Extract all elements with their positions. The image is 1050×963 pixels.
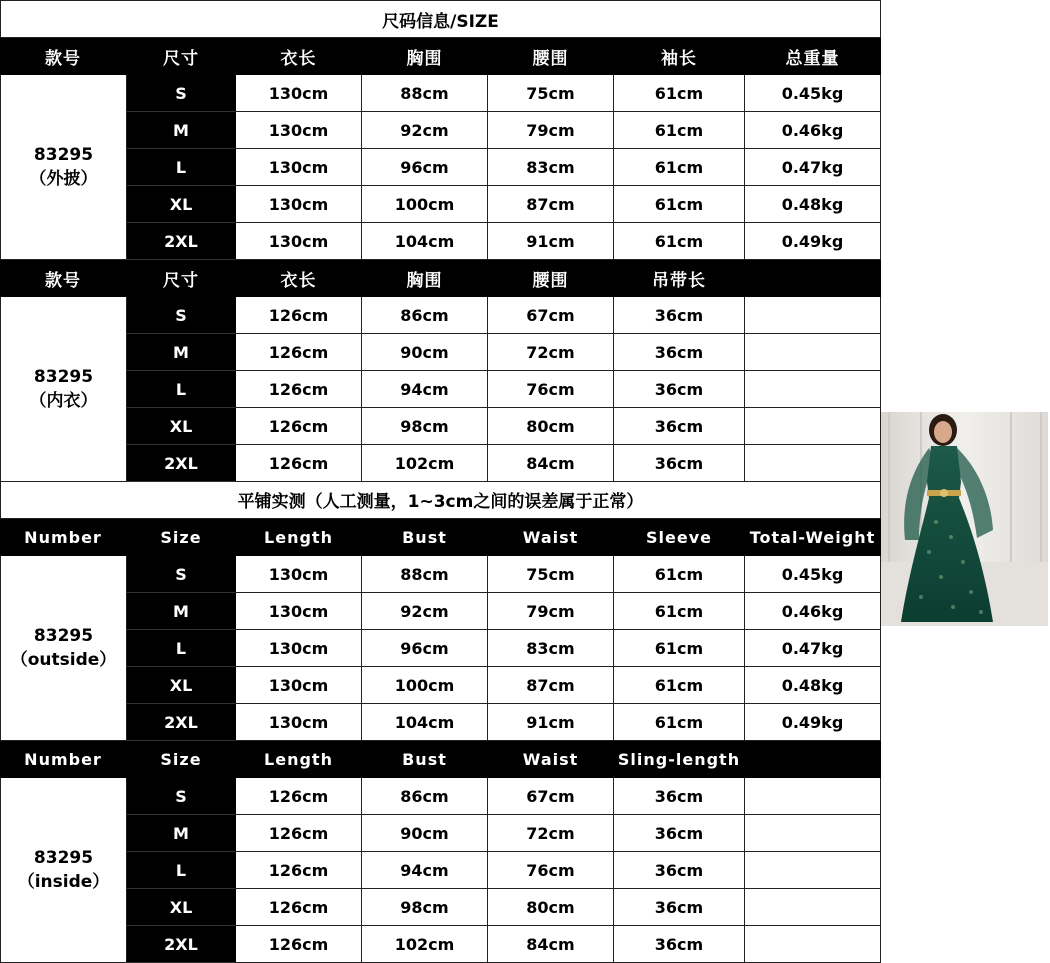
measurement-value: 130cm <box>236 556 362 593</box>
measurement-value: 67cm <box>488 778 614 815</box>
measurement-value: 61cm <box>614 112 745 149</box>
table-row <box>127 593 881 630</box>
measurement-value <box>745 778 881 815</box>
size-label: S <box>127 556 236 593</box>
measurement-value: 61cm <box>614 593 745 630</box>
column-header: 款号 <box>0 38 127 75</box>
measurement-value: 36cm <box>614 889 745 926</box>
column-header: Number <box>0 519 127 556</box>
measurement-value: 36cm <box>614 445 745 482</box>
table-row <box>127 112 881 149</box>
column-header: 胸围 <box>362 260 488 297</box>
measurement-value: 94cm <box>362 852 488 889</box>
table-row <box>127 297 881 334</box>
measurement-value: 88cm <box>362 556 488 593</box>
measurement-value: 126cm <box>236 926 362 963</box>
measurement-value: 100cm <box>362 186 488 223</box>
measurement-value <box>745 334 881 371</box>
style-number-cell <box>0 556 127 741</box>
measurement-value: 96cm <box>362 149 488 186</box>
table-row <box>127 852 881 889</box>
measurement-value: 90cm <box>362 815 488 852</box>
table-row <box>127 667 881 704</box>
size-label: XL <box>127 408 236 445</box>
measure-note-row <box>0 481 881 519</box>
column-header <box>745 741 881 778</box>
measurement-value: 126cm <box>236 445 362 482</box>
measurement-value <box>745 297 881 334</box>
measurement-value: 100cm <box>362 667 488 704</box>
product-photo <box>881 412 1048 626</box>
column-header: 尺寸 <box>127 260 236 297</box>
measurement-value: 61cm <box>614 186 745 223</box>
measurement-value: 0.48kg <box>745 667 881 704</box>
size-label: XL <box>127 667 236 704</box>
column-header: Sleeve <box>614 519 745 556</box>
measurement-value: 61cm <box>614 149 745 186</box>
style-number-cell <box>0 75 127 260</box>
measurement-value: 102cm <box>362 445 488 482</box>
measurement-value: 36cm <box>614 408 745 445</box>
measurement-value: 75cm <box>488 75 614 112</box>
measurement-value: 67cm <box>488 297 614 334</box>
column-header: Number <box>0 741 127 778</box>
size-label: S <box>127 778 236 815</box>
column-header: 衣长 <box>236 260 362 297</box>
measurement-value: 130cm <box>236 112 362 149</box>
measurement-value: 126cm <box>236 852 362 889</box>
measurement-value: 88cm <box>362 75 488 112</box>
measurement-value: 79cm <box>488 593 614 630</box>
measurement-value: 130cm <box>236 630 362 667</box>
size-label: L <box>127 371 236 408</box>
style-number: 83295 <box>33 626 94 646</box>
size-label: L <box>127 852 236 889</box>
table-row <box>127 371 881 408</box>
size-label: XL <box>127 186 236 223</box>
measurement-value: 0.46kg <box>745 593 881 630</box>
table-row <box>127 223 881 260</box>
measurement-value: 86cm <box>362 778 488 815</box>
size-label: S <box>127 297 236 334</box>
measurement-value <box>745 371 881 408</box>
measurement-value: 36cm <box>614 778 745 815</box>
column-header: Total-Weight <box>745 519 881 556</box>
column-header: 袖长 <box>614 38 745 75</box>
measurement-value: 0.48kg <box>745 186 881 223</box>
measurement-value: 84cm <box>488 445 614 482</box>
measurement-value: 0.47kg <box>745 149 881 186</box>
measurement-value: 130cm <box>236 223 362 260</box>
measurement-value: 75cm <box>488 556 614 593</box>
measurement-value: 72cm <box>488 815 614 852</box>
table-row <box>127 815 881 852</box>
measurement-value: 36cm <box>614 815 745 852</box>
table-header-row <box>0 260 881 297</box>
measurement-value: 36cm <box>614 297 745 334</box>
size-label: S <box>127 75 236 112</box>
measurement-value: 130cm <box>236 593 362 630</box>
measurement-value: 72cm <box>488 334 614 371</box>
style-type-label: （内衣） <box>29 391 98 411</box>
measurement-value: 126cm <box>236 371 362 408</box>
column-header: Length <box>236 741 362 778</box>
measurement-value: 76cm <box>488 852 614 889</box>
column-header: Bust <box>362 741 488 778</box>
measurement-value: 130cm <box>236 186 362 223</box>
column-header: 衣长 <box>236 38 362 75</box>
measurement-value: 126cm <box>236 889 362 926</box>
size-label: XL <box>127 889 236 926</box>
measurement-value: 104cm <box>362 704 488 741</box>
size-label: 2XL <box>127 926 236 963</box>
measurement-value: 130cm <box>236 667 362 704</box>
column-header: 腰围 <box>488 260 614 297</box>
measurement-value: 102cm <box>362 926 488 963</box>
column-header: 胸围 <box>362 38 488 75</box>
measurement-value <box>745 445 881 482</box>
column-header <box>745 260 881 297</box>
measurement-value: 36cm <box>614 371 745 408</box>
column-header: Bust <box>362 519 488 556</box>
measurement-value: 0.45kg <box>745 75 881 112</box>
measurement-value: 61cm <box>614 630 745 667</box>
size-label: M <box>127 593 236 630</box>
size-label: M <box>127 815 236 852</box>
table-row <box>127 926 881 963</box>
measurement-value: 36cm <box>614 852 745 889</box>
measurement-value: 83cm <box>488 630 614 667</box>
measurement-value: 90cm <box>362 334 488 371</box>
measurement-value: 0.49kg <box>745 223 881 260</box>
measurement-value: 84cm <box>488 926 614 963</box>
measurement-value: 0.46kg <box>745 112 881 149</box>
measurement-value: 36cm <box>614 926 745 963</box>
measurement-value: 126cm <box>236 778 362 815</box>
table-header-row <box>0 741 881 778</box>
column-header: 腰围 <box>488 38 614 75</box>
measurement-value: 0.47kg <box>745 630 881 667</box>
measurement-value: 87cm <box>488 186 614 223</box>
size-label: 2XL <box>127 704 236 741</box>
measurement-value: 91cm <box>488 223 614 260</box>
measurement-value <box>745 408 881 445</box>
measurement-value: 94cm <box>362 371 488 408</box>
measurement-value: 61cm <box>614 667 745 704</box>
style-number: 83295 <box>33 848 94 868</box>
style-number-cell <box>0 297 127 482</box>
table-row <box>127 149 881 186</box>
table-row <box>127 556 881 593</box>
column-header: Size <box>127 519 236 556</box>
measurement-value <box>745 815 881 852</box>
table-row <box>127 408 881 445</box>
measurement-value: 61cm <box>614 704 745 741</box>
column-header: 吊带长 <box>614 260 745 297</box>
measurement-value <box>745 889 881 926</box>
table-row <box>127 445 881 482</box>
measurement-value: 80cm <box>488 889 614 926</box>
table-row <box>127 75 881 112</box>
measurement-value: 98cm <box>362 889 488 926</box>
measurement-value: 92cm <box>362 112 488 149</box>
table-row <box>127 889 881 926</box>
style-type-label: （outside） <box>10 650 117 670</box>
title-row <box>0 0 881 38</box>
measurement-value: 130cm <box>236 75 362 112</box>
size-label: M <box>127 334 236 371</box>
table-row <box>127 630 881 667</box>
table-row <box>127 334 881 371</box>
measurement-value: 130cm <box>236 704 362 741</box>
style-type-label: （外披） <box>29 169 98 189</box>
size-label: L <box>127 630 236 667</box>
size-label: M <box>127 112 236 149</box>
measurement-value: 126cm <box>236 408 362 445</box>
column-header: 尺寸 <box>127 38 236 75</box>
measurement-value: 61cm <box>614 556 745 593</box>
measurement-value: 83cm <box>488 149 614 186</box>
size-label: L <box>127 149 236 186</box>
column-header: Size <box>127 741 236 778</box>
style-number: 83295 <box>33 367 94 387</box>
measurement-value: 86cm <box>362 297 488 334</box>
measurement-value: 126cm <box>236 815 362 852</box>
measurement-value: 0.49kg <box>745 704 881 741</box>
chart-title: 尺码信息/SIZE <box>0 0 881 38</box>
column-header: 款号 <box>0 260 127 297</box>
measurement-value: 76cm <box>488 371 614 408</box>
measurement-value: 104cm <box>362 223 488 260</box>
measurement-value: 61cm <box>614 223 745 260</box>
measurement-value <box>745 852 881 889</box>
measurement-value: 96cm <box>362 630 488 667</box>
table-row <box>127 704 881 741</box>
measurement-value: 36cm <box>614 334 745 371</box>
measurement-value: 80cm <box>488 408 614 445</box>
measurement-value: 0.45kg <box>745 556 881 593</box>
table-row <box>127 778 881 815</box>
measurement-value <box>745 926 881 963</box>
style-type-label: （inside） <box>17 872 110 892</box>
measurement-value: 126cm <box>236 297 362 334</box>
dress-model-image <box>881 412 1048 626</box>
column-header: Length <box>236 519 362 556</box>
measurement-value: 92cm <box>362 593 488 630</box>
table-header-row <box>0 519 881 556</box>
measurement-value: 98cm <box>362 408 488 445</box>
measurement-value: 87cm <box>488 667 614 704</box>
style-number-cell <box>0 778 127 963</box>
size-label: 2XL <box>127 223 236 260</box>
column-header: Sling-length <box>614 741 745 778</box>
measurement-value: 130cm <box>236 149 362 186</box>
column-header: Waist <box>488 519 614 556</box>
column-header: 总重量 <box>745 38 881 75</box>
column-header: Waist <box>488 741 614 778</box>
measure-note: 平铺实测（人工测量，1~3cm之间的误差属于正常） <box>0 481 881 519</box>
measurement-value: 61cm <box>614 75 745 112</box>
table-header-row <box>0 38 881 75</box>
table-row <box>127 186 881 223</box>
measurement-value: 126cm <box>236 334 362 371</box>
size-label: 2XL <box>127 445 236 482</box>
measurement-value: 79cm <box>488 112 614 149</box>
measurement-value: 91cm <box>488 704 614 741</box>
style-number: 83295 <box>33 145 94 165</box>
